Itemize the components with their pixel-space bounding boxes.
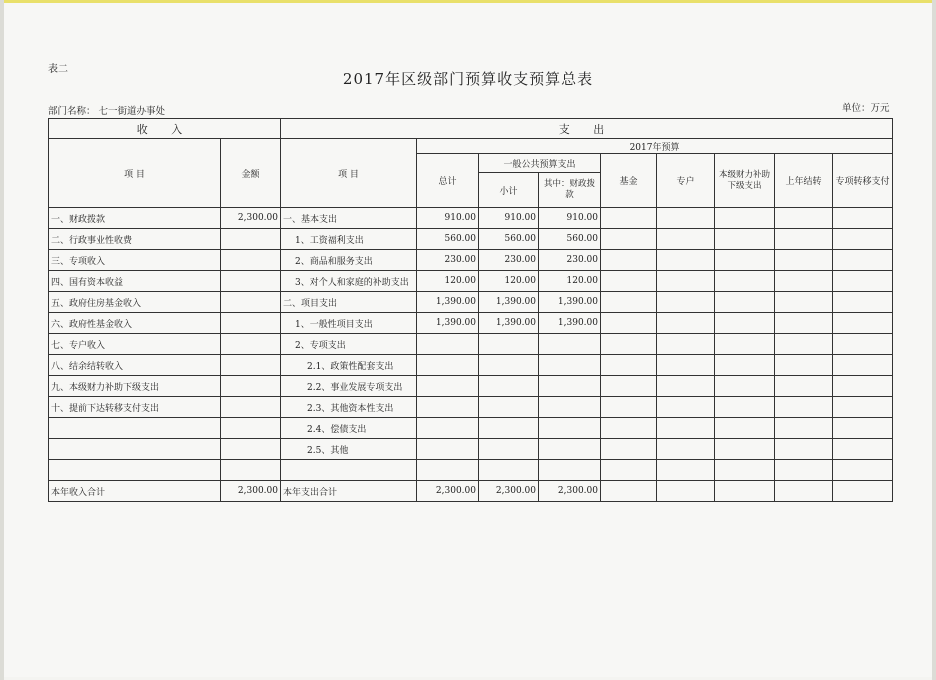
income-item-cell: 七、专户收入 [49,334,221,355]
expense-subtotal-cell [479,397,539,418]
expense-subsidy-cell [715,292,775,313]
income-amount-cell [221,334,281,355]
expense-carry-cell [775,271,833,292]
table-row [49,334,893,355]
expense-transfer-cell [833,334,893,355]
prev-carry-header: 上年结转 [775,154,833,208]
spacer-cell [715,460,775,481]
table-row [49,376,893,397]
spacer-cell [49,460,221,481]
expense-fiscal-cell: 560.00 [539,229,601,250]
income-item-cell: 一、财政拨款 [49,208,221,229]
budget-year-header: 2017年预算 [417,139,893,154]
expense-carry-cell [775,376,833,397]
income-item-cell: 三、专项收入 [49,250,221,271]
expense-item-header: 项 目 [281,139,417,208]
expense-total-carry [775,481,833,502]
expense-fiscal-cell: 1,390.00 [539,313,601,334]
table-row [49,439,893,460]
expense-subsidy-cell [715,271,775,292]
expense-special-cell [657,208,715,229]
expense-item-cell: 2.1、政策性配套支出 [281,355,417,376]
income-item-cell [49,439,221,460]
budget-table [48,118,893,502]
expense-total-subsidy [715,481,775,502]
expense-fiscal-cell [539,355,601,376]
subsidy-lower-header: 本级财力补助下级支出 [715,154,775,208]
income-item-cell: 八、结余结转收入 [49,355,221,376]
expense-carry-cell [775,250,833,271]
expense-subsidy-cell [715,229,775,250]
expense-fund-cell [601,250,657,271]
income-item-cell: 四、国有资本收益 [49,271,221,292]
expense-special-cell [657,271,715,292]
expense-total-cell [417,376,479,397]
income-amount-cell [221,229,281,250]
expense-item-cell: 一、基本支出 [281,208,417,229]
expense-total-cell: 120.00 [417,271,479,292]
expense-special-cell [657,439,715,460]
expense-subtotal-cell: 120.00 [479,271,539,292]
expense-subtotal-cell [479,355,539,376]
expense-subtotal-cell: 1,390.00 [479,292,539,313]
expense-subtotal-cell: 230.00 [479,250,539,271]
expense-fund-cell [601,355,657,376]
expense-subsidy-cell [715,313,775,334]
expense-fund-cell [601,229,657,250]
expense-transfer-cell [833,439,893,460]
expense-special-cell [657,292,715,313]
expense-special-cell [657,334,715,355]
general-public-header: 一般公共预算支出 [479,154,601,173]
expense-subsidy-cell [715,334,775,355]
expense-total-total: 2,300.00 [417,481,479,502]
spacer-cell [417,460,479,481]
expense-subtotal-cell [479,376,539,397]
expense-total-cell [417,355,479,376]
income-amount-cell [221,355,281,376]
expense-item-cell: 2.4、偿债支出 [281,418,417,439]
expense-special-cell [657,313,715,334]
expense-carry-cell [775,313,833,334]
income-amount-cell [221,250,281,271]
spacer-cell [221,460,281,481]
table-row [49,418,893,439]
expense-item-cell: 2.2、事业发展专项支出 [281,376,417,397]
expense-total-cell [417,439,479,460]
expense-item-cell: 2、专项支出 [281,334,417,355]
income-amount-cell [221,397,281,418]
expense-subtotal-cell [479,439,539,460]
expense-fiscal-cell [539,439,601,460]
income-item-cell: 五、政府住房基金收入 [49,292,221,313]
income-amount-cell [221,418,281,439]
table-row [49,208,893,229]
expense-total-cell [417,334,479,355]
expense-subtotal-cell: 560.00 [479,229,539,250]
expense-carry-cell [775,418,833,439]
income-item-cell: 九、本级财力补助下级支出 [49,376,221,397]
income-amount-header: 金额 [221,139,281,208]
spacer-cell [479,460,539,481]
expense-carry-cell [775,439,833,460]
expense-fiscal-cell [539,334,601,355]
expense-fund-cell [601,208,657,229]
page-title: 2017年区级部门预算收支预算总表 [342,70,594,88]
income-item-header: 项 目 [49,139,221,208]
income-amount-cell [221,439,281,460]
expense-total-transfer [833,481,893,502]
expense-special-cell [657,229,715,250]
expense-subsidy-cell [715,355,775,376]
expense-fund-cell [601,313,657,334]
expense-fiscal-cell: 1,390.00 [539,292,601,313]
expense-item-cell: 2.5、其他 [281,439,417,460]
expense-transfer-cell [833,271,893,292]
expense-total-cell [417,397,479,418]
expense-fiscal-cell [539,418,601,439]
expense-fund-cell [601,292,657,313]
expense-special-cell [657,355,715,376]
expense-transfer-cell [833,376,893,397]
expense-transfer-cell [833,397,893,418]
expense-carry-cell [775,292,833,313]
expense-transfer-cell [833,313,893,334]
expense-item-cell: 2.3、其他资本性支出 [281,397,417,418]
expense-subtotal-cell: 1,390.00 [479,313,539,334]
table-row [49,313,893,334]
expense-subtotal-cell: 910.00 [479,208,539,229]
of-which-fiscal-header: 其中：财政拨款 [539,173,601,208]
expense-subsidy-cell [715,376,775,397]
transfer-header: 专项转移支付 [833,154,893,208]
expense-special-cell [657,376,715,397]
expense-total-cell: 230.00 [417,250,479,271]
income-item-cell [49,418,221,439]
expense-total-cell: 1,390.00 [417,292,479,313]
department-name: 部门名称： 七一街道办事处 [48,106,166,117]
expense-carry-cell [775,355,833,376]
table-row [49,229,893,250]
expense-transfer-cell [833,229,893,250]
expense-total-special [657,481,715,502]
spacer-cell [539,460,601,481]
expense-transfer-cell [833,208,893,229]
expense-subsidy-cell [715,208,775,229]
table-row [49,271,893,292]
expense-subsidy-cell [715,397,775,418]
spacer-cell [775,460,833,481]
spacer-cell [657,460,715,481]
expense-total-cell: 910.00 [417,208,479,229]
expense-transfer-cell [833,250,893,271]
expense-fund-cell [601,397,657,418]
expense-carry-cell [775,334,833,355]
income-total-label: 本年收入合计 [49,481,221,502]
table-number: 表二 [48,64,68,75]
expense-item-cell: 2、商品和服务支出 [281,250,417,271]
income-item-cell: 六、政府性基金收入 [49,313,221,334]
expense-transfer-cell [833,292,893,313]
expense-subsidy-cell [715,418,775,439]
expense-total-cell: 560.00 [417,229,479,250]
spacer-cell [601,460,657,481]
expense-fiscal-cell: 230.00 [539,250,601,271]
expense-fund-cell [601,271,657,292]
expense-transfer-cell [833,418,893,439]
income-total-amount: 2,300.00 [221,481,281,502]
expense-item-cell: 二、项目支出 [281,292,417,313]
unit-label: 单位：万元 [842,103,890,114]
spacer-cell [833,460,893,481]
fund-header: 基金 [601,154,657,208]
expense-subsidy-cell [715,250,775,271]
income-amount-cell [221,271,281,292]
total-header: 总计 [417,154,479,208]
expense-subtotal-cell [479,334,539,355]
table-row [49,250,893,271]
expense-total-fund [601,481,657,502]
spacer-cell [281,460,417,481]
expense-fiscal-cell: 120.00 [539,271,601,292]
expense-item-cell: 1、工资福利支出 [281,229,417,250]
expense-fund-cell [601,439,657,460]
expense-total-label: 本年支出合计 [281,481,417,502]
expense-fund-cell [601,334,657,355]
expense-carry-cell [775,229,833,250]
scan-edge-right [932,0,936,680]
table-row [49,355,893,376]
expense-subtotal-cell [479,418,539,439]
income-amount-cell [221,376,281,397]
expense-fund-cell [601,418,657,439]
table-row [49,397,893,418]
expense-header: 支 出 [281,119,893,139]
income-item-cell: 十、提前下达转移支付支出 [49,397,221,418]
expense-special-cell [657,397,715,418]
expense-carry-cell [775,208,833,229]
expense-total-subtotal: 2,300.00 [479,481,539,502]
expense-transfer-cell [833,355,893,376]
expense-total-cell: 1,390.00 [417,313,479,334]
income-header: 收 入 [49,119,281,139]
expense-item-cell: 1、一般性项目支出 [281,313,417,334]
income-amount-cell [221,292,281,313]
expense-subsidy-cell [715,439,775,460]
expense-special-cell [657,250,715,271]
expense-fiscal-cell [539,397,601,418]
expense-fund-cell [601,376,657,397]
expense-total-cell [417,418,479,439]
income-amount-cell [221,313,281,334]
expense-fiscal-cell [539,376,601,397]
special-account-header: 专户 [657,154,715,208]
expense-carry-cell [775,397,833,418]
expense-item-cell: 3、对个人和家庭的补助支出 [281,271,417,292]
expense-special-cell [657,418,715,439]
expense-fiscal-cell: 910.00 [539,208,601,229]
income-item-cell: 二、行政事业性收费 [49,229,221,250]
income-amount-cell: 2,300.00 [221,208,281,229]
subtotal-header: 小计 [479,173,539,208]
expense-total-fiscal: 2,300.00 [539,481,601,502]
table-row [49,292,893,313]
